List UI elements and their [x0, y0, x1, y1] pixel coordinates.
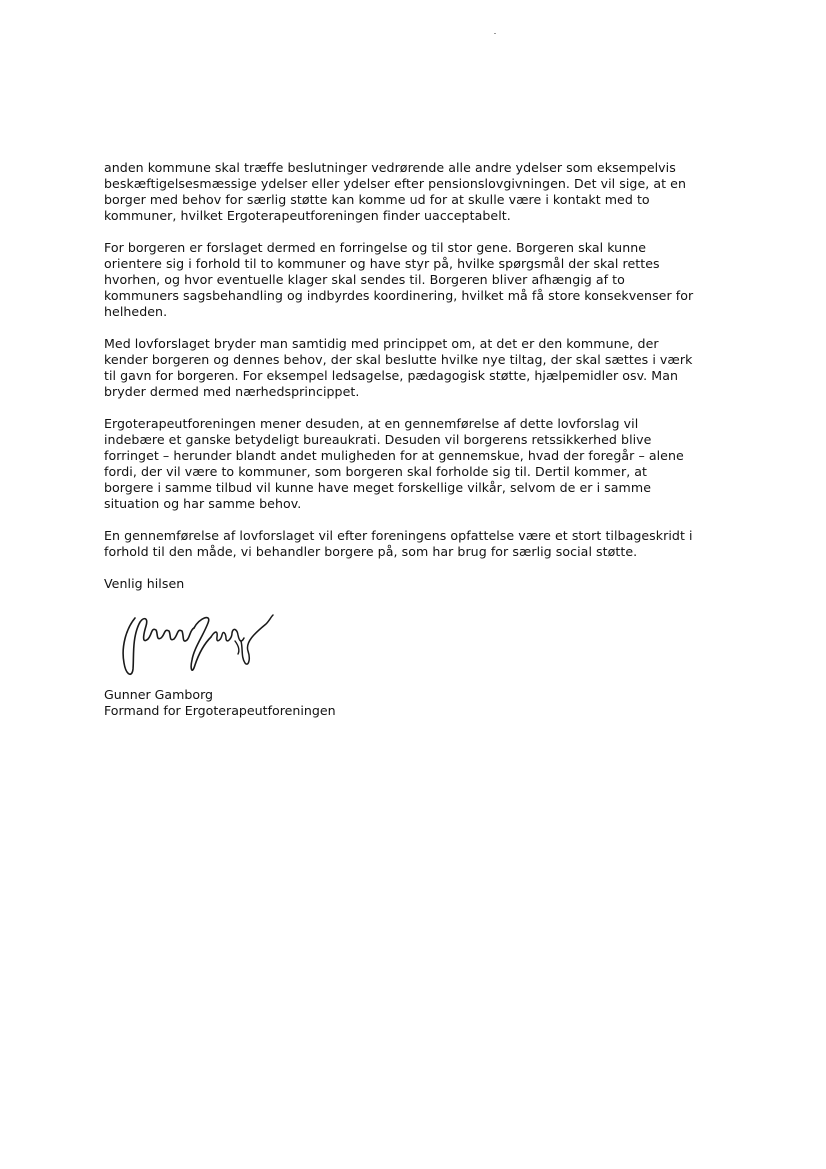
paragraph-2: [104, 240, 744, 320]
text-line: bryder dermed med nærhedsprincippet.: [104, 384, 360, 399]
text-line: Ergoterapeutforeningen mener desuden, at en gennemførelse af dette lovforslag vil: [104, 416, 639, 431]
letter-body: [104, 160, 744, 592]
text-line: til gavn for borgeren. For eksempel ledsagelse, pædagogisk støtte, hjælpemidler osv. Man: [104, 368, 679, 383]
text-line: orientere sig i forhold til to kommuner og have styr på, hvilke spørgsmål der skal rettes: [104, 256, 660, 271]
handwritten-signature: [114, 605, 274, 683]
text-line: indebære et ganske betydeligt bureaukrati. Desuden vil borgerens retssikkerhed blive: [104, 432, 652, 447]
text-line: beskæftigelsesmæssige ydelser eller ydelser efter pensionslovgivningen. Det vil sige, at en: [104, 176, 687, 191]
text-line: kommuners sagsbehandling og indbyrdes koordinering, hvilket må få store konsekvenser for: [104, 288, 694, 303]
scan-speck: [494, 33, 496, 34]
signer-title: Formand for Ergoterapeutforeningen: [104, 703, 336, 718]
text-line: forringet – herunder blandt andet muligheden for at gennemskue, hvad der foregår – alene: [104, 448, 684, 463]
closing-greeting: Venlig hilsen: [104, 576, 185, 591]
text-line: helheden.: [104, 304, 168, 319]
text-line: situation og har samme behov.: [104, 496, 302, 511]
signer-name: Gunner Gamborg: [104, 687, 214, 702]
text-line: borgere i samme tilbud vil kunne have meget forskellige vilkår, selvom de er i samme: [104, 480, 651, 495]
text-line: For borgeren er forslaget dermed en forringelse og til stor gene. Borgeren skal kunne: [104, 240, 647, 255]
paragraph-5: [104, 528, 744, 560]
paragraph-4: [104, 416, 744, 512]
text-line: anden kommune skal træffe beslutninger vedrørende alle andre ydelser som eksempelvis: [104, 160, 676, 175]
text-line: fordi, der vil være to kommuner, som borgeren skal forholde sig til. Dertil kommer, at: [104, 464, 648, 479]
text-line: hvorhen, og hvor eventuelle klager skal sendes til. Borgeren bliver afhængig af to: [104, 272, 625, 287]
text-line: Med lovforslaget bryder man samtidig med princippet om, at det er den kommune, der: [104, 336, 659, 351]
text-line: borger med behov for særlig støtte kan komme ud for at skulle være i kontakt med to: [104, 192, 650, 207]
paragraph-1: [104, 160, 744, 224]
text-line: En gennemførelse af lovforslaget vil efter foreningens opfattelse være et stort tilbageskridt i: [104, 528, 693, 543]
signer-block: [104, 687, 336, 719]
text-line: kommuner, hvilket Ergoterapeutforeningen finder uacceptabelt.: [104, 208, 511, 223]
text-line: kender borgeren og dennes behov, der skal beslutte hvilke nye tiltag, der skal sættes i værk: [104, 352, 693, 367]
text-line: forhold til den måde, vi behandler borgere på, som har brug for særlig social støtte.: [104, 544, 638, 559]
paragraph-3: [104, 336, 744, 400]
